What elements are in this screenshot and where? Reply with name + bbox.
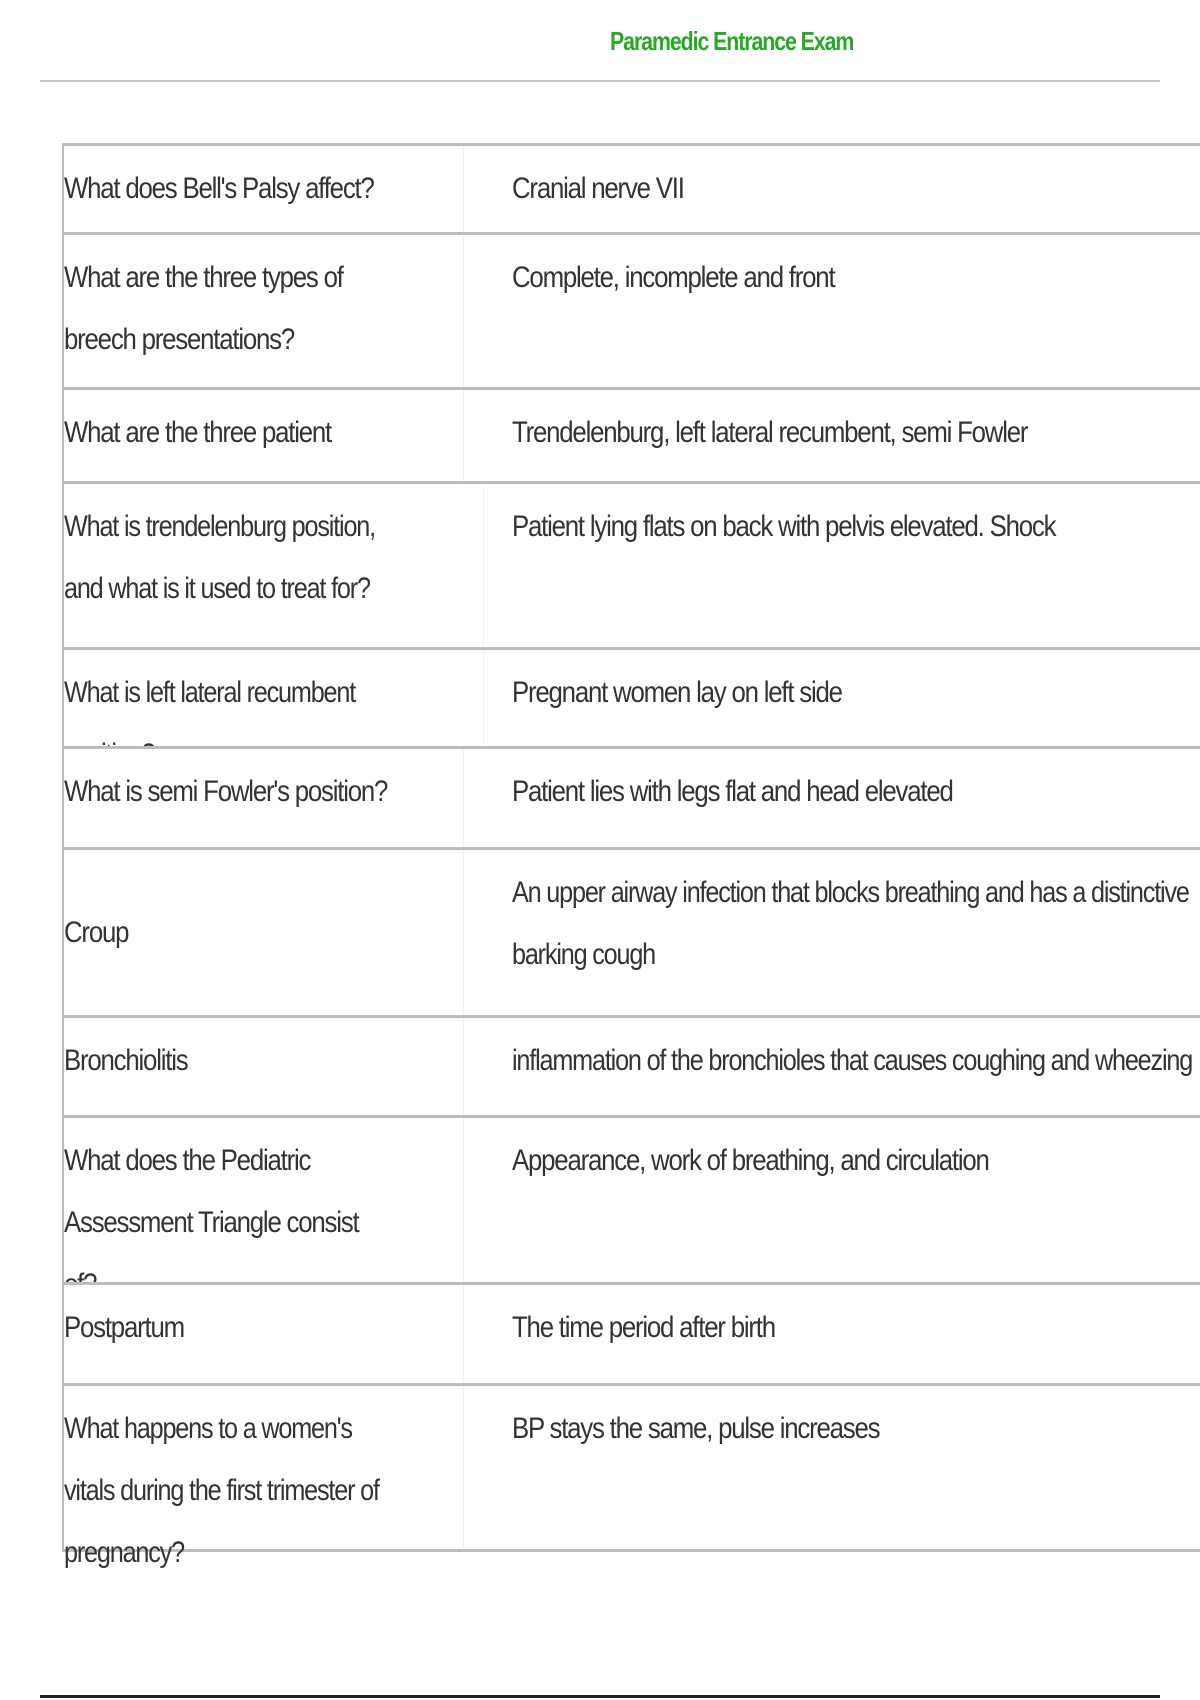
table-row	[62, 647, 1200, 746]
table-row	[62, 1115, 1200, 1282]
card-term: What does the Pediatric Assessment Triangle consist	[64, 1118, 464, 1282]
card-definition: An upper airway infection that blocks breathing and has a distinctive barking cough	[512, 876, 1189, 971]
card-definition: Cranial nerve VII	[512, 172, 684, 205]
card-term: What happens to a women's vitals during the first trimester of pregnancy?	[64, 1386, 464, 1549]
card-definition: BP stays the same, pulse increases	[512, 1412, 880, 1445]
footer-divider	[40, 1695, 1160, 1698]
card-definition: Patient lying flats on back with pelvis elevated. Shock	[512, 510, 1056, 543]
table-row	[62, 143, 1200, 232]
flashcard-table	[62, 143, 1200, 1569]
card-definition: The time period after birth	[512, 1311, 775, 1344]
card-term: Bronchiolitis	[64, 1018, 464, 1115]
table-row	[62, 847, 1200, 1015]
table-row	[62, 1383, 1200, 1569]
card-definition: Trendelenburg, left lateral recumbent, semi Fowler	[512, 416, 1028, 449]
header-divider	[40, 80, 1160, 82]
card-definition: Appearance, work of breathing, and circulation	[512, 1144, 989, 1177]
card-definition: Complete, incomplete and front	[512, 261, 835, 294]
table-row	[62, 481, 1200, 647]
table-row	[62, 1015, 1200, 1115]
card-term: What is semi Fowler's position?	[64, 749, 464, 847]
card-term: Croup	[64, 850, 464, 1015]
table-row	[62, 232, 1200, 387]
table-row	[62, 746, 1200, 847]
table-row	[62, 1282, 1200, 1383]
card-definition: inflammation of the bronchioles that causes coughing and wheezing	[512, 1044, 1193, 1077]
card-term: What are the three patient	[64, 390, 464, 481]
page-title: Paramedic Entrance Exam	[610, 26, 854, 56]
card-term: What are the three types of breech presentations?	[64, 235, 464, 387]
card-definition: Pregnant women lay on left side	[512, 676, 842, 709]
card-term: What does Bell's Palsy affect?	[64, 146, 464, 232]
card-term: What is trendelenburg position, and what is it used to treat for?	[64, 484, 484, 647]
page-header	[0, 0, 1200, 82]
card-term: What is left lateral recumbent	[64, 650, 484, 746]
card-term: Postpartum	[64, 1285, 464, 1383]
card-definition: Patient lies with legs flat and head elevated	[512, 775, 953, 808]
table-row	[62, 387, 1200, 481]
